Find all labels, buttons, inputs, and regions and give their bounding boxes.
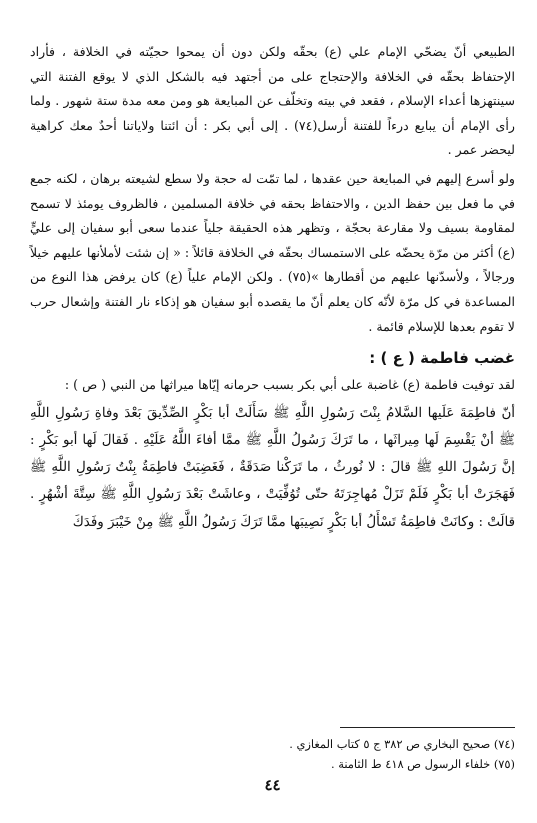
- footnote-74: (٧٤) صحيح البخاري ص ٣٨٢ ج ٥ كتاب المغازي .: [289, 737, 515, 751]
- body-paragraph-2: ولو أسرع إليهم في المبايعة حين عقدها ، لما تمّت له حجة ولا سطع لشيعته برهان ، لكنه جمع في ما فعل بين حفظ الدين ، والاحتفاظ بحقه في خلافة المسلمين ، فالظروف يومئذ لا تسمح لمقاومة بسيف ولا مقارعة بحجّة ، وتظهر هذه الحقيقة جلياً عندما سعى أبو سفيان إلى عليٍّ (ع) أكثر من مرّة يحضّه على الاستمساك بحقّه في الخلافة قائلاً : « إن شئت لأملأنها عليهم خيلاً ورجالاً ، ولأسدّنها عليهم من أقطارها »(٧٥) . ولكن الإمام علياً (ع) كان يرفض هذا النوع من المساعدة في كل مرّة لأنّه كان يعلم أنّ ما يقصده أبو سفيان هو إذكاء نار الفتنة وإشعال حرب لا تقوم بعدها للإسلام قائمة .: [30, 170, 516, 334]
- section-heading: غضب فاطمة ( ع ) :: [369, 349, 515, 368]
- footnote-divider: [340, 727, 515, 728]
- footnote-75: (٧٥) خلفاء الرسول ص ٤١٨ ط الثامنة .: [330, 757, 515, 771]
- book-page: [30, 40, 515, 820]
- hadith-quote: أنّ فاطِمَةَ عَلَيها السَّلامُ بِنْتَ رَسُولِ اللَّهِ ﷺ سَأَلَتْ أبا بَكْرٍ الصِّدِّيقَ بَعْدَ وفاةِ رَسُولِ اللَّهِ ﷺ أنْ يَقْسِمَ لَها مِيراثَها ، ما تَرَكَ رَسُولُ اللَّهِ ﷺ ممَّا أفاءَ اللَّهُ عَلَيْهِ . فَقالَ لَها أبو بَكْرٍ : إنَّ رَسُولَ اللهِ ﷺ قالَ : لا نُورثُ ، ما تَرَكْنا صَدَقَةٌ ، فَغَضِبَتْ فاطِمَةُ بِنْتُ رَسُولِ اللَّهِ ﷺ فَهَجَرَتْ أبا بَكْرٍ فَلَمْ تَزَلْ مُهاجِرَتَهُ حتّى تُوُفِّيَتْ ، وعاشَتْ بَعْدَ رَسُولِ اللَّهِ ﷺ سِتَّةَ أشْهُرٍ . قالَتْ : وكانَتْ فاطِمَةُ تَسْأَلُ أبا بَكْرٍ نَصِيبَها ممَّا تَرَكَ رَسُولُ اللَّهِ ﷺ مِنْ خَيْبَرَ وفَدَكَ: [30, 405, 515, 530]
- body-paragraph-1: الطبيعي أنّ يضحّي الإمام علي (ع) بحقّه ولكن دون أن يمحوا حجيّته في الخلافة ، فأراد الإحتفاظ بحقّه في الخلافة والإحتجاج على من أجتهد فيه بالشكل الذي لا يوقع الفتنة التي سينتهزها أعداء الإسلام ، فقعد في بيته وتخلّف عن المبايعة هو ومن معه مدة ستة شهور . ولما رأى الإمام أن يبايع درءاً للفتنة أرسل(٧٤) . إلى أبي بكر : أن ائتنا ولاياتنا أحدٌ معك كراهية ليحضر عمر .: [30, 44, 515, 158]
- footnotes: [30, 734, 515, 774]
- intro-paragraph: لقد توفيت فاطمة (ع) غاضبة على أبي بكر بسبب حرمانه إيّاها ميراثها من النبي ( ص ) :: [64, 377, 515, 393]
- page-number: ٤٤: [264, 776, 281, 794]
